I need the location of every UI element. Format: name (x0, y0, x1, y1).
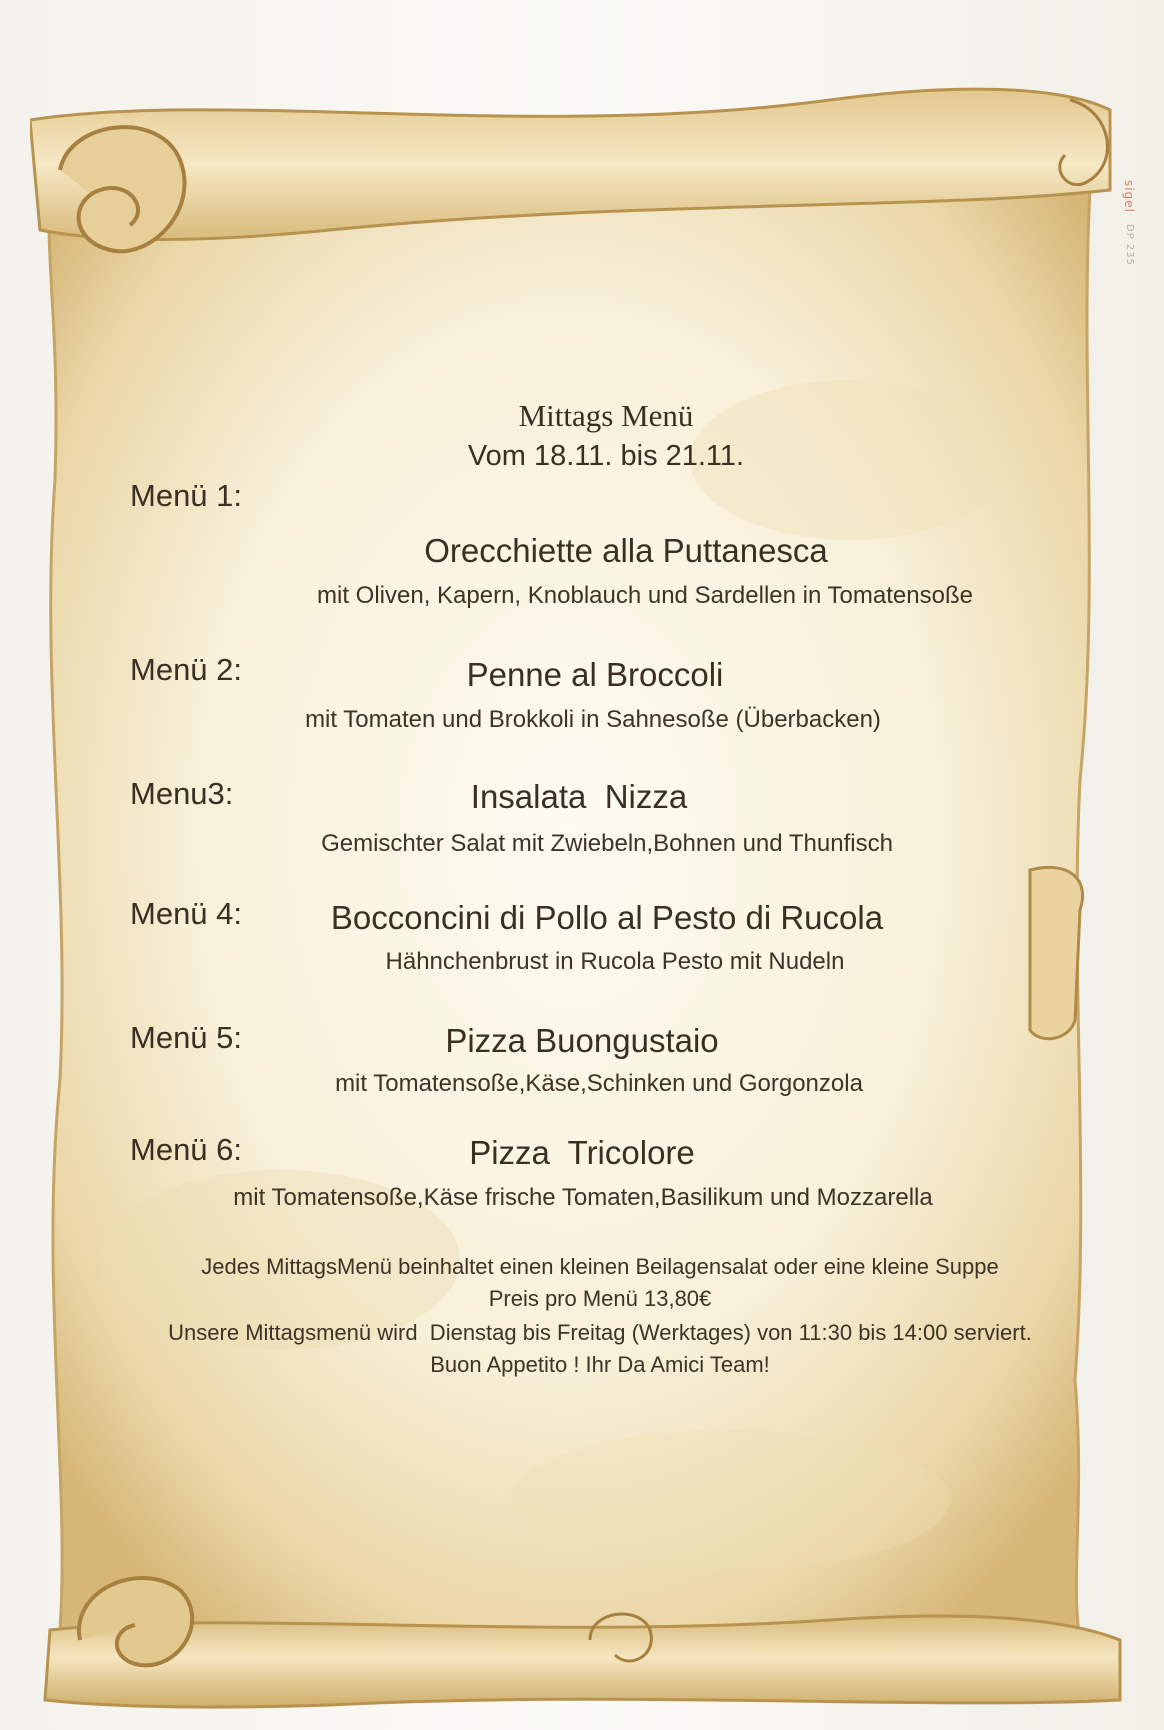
menu-dish-1: Orecchiette alla Puttanesca (424, 532, 828, 569)
menu-description-2: mit Tomaten und Brokkoli in Sahnesoße (Überbacken) (305, 706, 881, 733)
menu-label-2: Menü 2: (130, 652, 243, 687)
footer-included-note: Jedes MittagsMenü beinhaltet einen kleinen Beilagensalat oder eine kleine Suppe (201, 1254, 999, 1279)
menu-description-3: Gemischter Salat mit Zwiebeln,Bohnen und Thunfisch (321, 830, 893, 857)
menu-dish-3: Insalata Nizza (470, 778, 688, 815)
menu-dish-6: Pizza Tricolore (469, 1134, 695, 1171)
menu-label-3: Menu3: (130, 776, 234, 811)
menu-title: Mittags Menü (518, 398, 694, 433)
menu-description-6: mit Tomatensoße,Käse frische Tomaten,Basilikum und Mozzarella (233, 1184, 933, 1211)
menu-description-5: mit Tomatensoße,Käse,Schinken und Gorgonzola (335, 1070, 863, 1097)
sigel-brand: sigel (1122, 180, 1136, 213)
menu-label-6: Menü 6: (130, 1132, 243, 1167)
menu-dish-4: Bocconcini di Pollo al Pesto di Rucola (330, 899, 884, 936)
menu-label-4: Menü 4: (130, 896, 243, 931)
menu-label-5: Menü 5: (130, 1020, 243, 1055)
menu-label-1: Menü 1: (130, 478, 243, 513)
footer-serving-times: Unsere Mittagsmenü wird Dienstag bis Freitag (Werktages) von 11:30 bis 14:00 serviert. (168, 1320, 1032, 1345)
menu-date-range: Vom 18.11. bis 21.11. (467, 440, 745, 472)
menu-description-1: mit Oliven, Kapern, Knoblauch und Sardellen in Tomatensoße (317, 582, 973, 609)
footer-greeting: Buon Appetito ! Ihr Da Amici Team! (430, 1352, 770, 1377)
menu-dish-5: Pizza Buongustaio (445, 1022, 719, 1059)
footer-price: Preis pro Menü 13,80€ (488, 1286, 712, 1311)
sigel-code: DP 235 (1124, 223, 1135, 266)
menu-dish-2: Penne al Broccoli (466, 656, 724, 693)
menu-description-4: Hähnchenbrust in Rucola Pesto mit Nudeln (385, 948, 845, 975)
